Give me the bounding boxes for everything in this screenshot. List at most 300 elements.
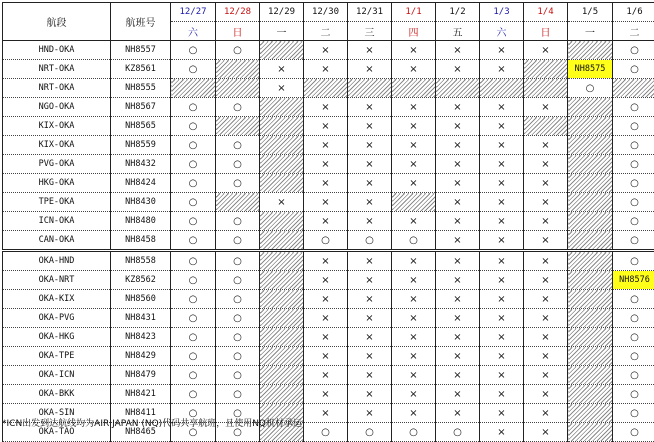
operating-mark: ○ [216, 136, 260, 155]
cancelled-mark: × [436, 347, 480, 366]
cancelled-mark: × [392, 271, 436, 290]
operating-mark: ○ [348, 231, 392, 251]
cancelled-mark: × [304, 309, 348, 328]
cancelled-mark: × [392, 385, 436, 404]
no-service-cell [568, 155, 613, 174]
cancelled-mark: × [436, 136, 480, 155]
no-service-cell [392, 193, 436, 212]
table-row [3, 60, 654, 79]
cancelled-mark: × [480, 231, 524, 251]
flight-number-cell: NH8557 [111, 41, 171, 60]
table-row [3, 347, 654, 366]
operating-mark: ○ [216, 155, 260, 174]
no-service-cell [568, 174, 613, 193]
table-row [3, 155, 654, 174]
cancelled-mark: × [524, 271, 568, 290]
cancelled-mark: × [348, 136, 392, 155]
no-service-cell [348, 79, 392, 98]
no-service-cell [524, 60, 568, 79]
route-column-header: 航段 [3, 3, 111, 41]
cancelled-mark: × [260, 60, 304, 79]
flight-number-cell: NH8565 [111, 117, 171, 136]
cancelled-mark: × [524, 328, 568, 347]
weekday-header: 二 [304, 22, 348, 41]
cancelled-mark: × [480, 117, 524, 136]
route-cell: OKA-PVG [3, 309, 111, 328]
cancelled-mark: × [348, 385, 392, 404]
route-cell: OKA-HND [3, 251, 111, 271]
no-service-cell [260, 271, 304, 290]
flight-number-cell: NH8430 [111, 193, 171, 212]
cancelled-mark: × [304, 174, 348, 193]
date-header: 12/31 [348, 3, 392, 22]
operating-mark: ○ [216, 251, 260, 271]
table-row [3, 98, 654, 117]
cancelled-mark: × [304, 251, 348, 271]
no-service-cell [260, 98, 304, 117]
no-service-cell [260, 231, 304, 251]
no-service-cell [260, 117, 304, 136]
operating-mark: ○ [613, 366, 654, 385]
operating-mark: ○ [171, 328, 216, 347]
cancelled-mark: × [348, 212, 392, 231]
no-service-cell [216, 117, 260, 136]
operating-mark: ○ [613, 347, 654, 366]
table-row [3, 174, 654, 193]
cancelled-mark: × [304, 290, 348, 309]
cancelled-mark: × [348, 117, 392, 136]
cancelled-mark: × [524, 98, 568, 117]
cancelled-mark: × [480, 404, 524, 423]
date-header: 1/4 [524, 3, 568, 22]
date-header: 1/2 [436, 3, 480, 22]
table-row [3, 41, 654, 60]
cancelled-mark: × [436, 117, 480, 136]
date-header: 12/27 [171, 3, 216, 22]
operating-mark: ○ [216, 271, 260, 290]
operating-mark: ○ [348, 423, 392, 442]
cancelled-mark: × [348, 41, 392, 60]
cancelled-mark: × [348, 404, 392, 423]
operating-mark: ○ [304, 231, 348, 251]
cancelled-mark: × [480, 174, 524, 193]
flight-number-cell: NH8432 [111, 155, 171, 174]
cancelled-mark: × [480, 193, 524, 212]
cancelled-mark: × [480, 347, 524, 366]
no-service-cell [568, 385, 613, 404]
flight-number-cell: NH8431 [111, 309, 171, 328]
cancelled-mark: × [436, 251, 480, 271]
operating-mark: ○ [216, 290, 260, 309]
no-service-cell [260, 385, 304, 404]
flight-number-cell: NH8423 [111, 328, 171, 347]
flight-number-cell: NH8421 [111, 385, 171, 404]
operating-mark: ○ [613, 60, 654, 79]
cancelled-mark: × [348, 309, 392, 328]
cancelled-mark: × [480, 423, 524, 442]
route-cell: OKA-HKG [3, 328, 111, 347]
operating-mark: ○ [171, 366, 216, 385]
no-service-cell [524, 117, 568, 136]
flight-number-cell: NH8559 [111, 136, 171, 155]
flight-number-cell: NH8560 [111, 290, 171, 309]
operating-mark: ○ [171, 174, 216, 193]
no-service-cell [260, 309, 304, 328]
route-cell: CAN-OKA [3, 231, 111, 251]
cancelled-mark: × [524, 385, 568, 404]
weekday-header: 四 [392, 22, 436, 41]
cancelled-mark: × [348, 155, 392, 174]
route-cell: HND-OKA [3, 41, 111, 60]
table-row [3, 79, 654, 98]
substitute-flight-number: NH8576 [619, 275, 650, 285]
operating-mark: ○ [613, 290, 654, 309]
no-service-cell [568, 193, 613, 212]
cancelled-mark: × [304, 212, 348, 231]
no-service-cell [260, 41, 304, 60]
no-service-cell [568, 41, 613, 60]
weekday-header: 日 [216, 22, 260, 41]
route-cell: OKA-TPE [3, 347, 111, 366]
operating-mark: ○ [216, 347, 260, 366]
no-service-cell [568, 231, 613, 251]
operating-mark: ○ [216, 174, 260, 193]
operating-mark: ○ [613, 117, 654, 136]
cancelled-mark: × [392, 347, 436, 366]
table-row [3, 251, 654, 271]
cancelled-mark: × [304, 347, 348, 366]
operating-mark: ○ [171, 404, 216, 423]
no-service-cell [260, 328, 304, 347]
cancelled-mark: × [348, 98, 392, 117]
operating-mark: ○ [216, 98, 260, 117]
flight-schedule-table [2, 2, 654, 442]
no-service-cell [260, 155, 304, 174]
no-service-cell [568, 328, 613, 347]
cancelled-mark: × [524, 174, 568, 193]
cancelled-mark: × [392, 251, 436, 271]
cancelled-mark: × [524, 193, 568, 212]
cancelled-mark: × [524, 309, 568, 328]
table-row [3, 231, 654, 251]
flight-number-cell: NH8458 [111, 231, 171, 251]
weekday-header: 六 [480, 22, 524, 41]
route-cell: TPE-OKA [3, 193, 111, 212]
cancelled-mark: × [260, 193, 304, 212]
flight-number-cell: NH8429 [111, 347, 171, 366]
cancelled-mark: × [436, 366, 480, 385]
operating-mark: ○ [171, 251, 216, 271]
no-service-cell [568, 136, 613, 155]
substitute-flight-number: NH8575 [575, 64, 606, 74]
operating-mark: ○ [436, 423, 480, 442]
flight-number-cell: NH8480 [111, 212, 171, 231]
weekday-header: 一 [568, 22, 613, 41]
table-row [3, 290, 654, 309]
operating-mark: ○ [613, 385, 654, 404]
operating-mark: ○ [392, 231, 436, 251]
no-service-cell [260, 251, 304, 271]
operating-mark: ○ [613, 155, 654, 174]
operating-mark: ○ [171, 231, 216, 251]
cancelled-mark: × [524, 366, 568, 385]
substitute-flight-cell [568, 60, 613, 79]
cancelled-mark: × [392, 290, 436, 309]
operating-mark: ○ [171, 117, 216, 136]
cancelled-mark: × [524, 136, 568, 155]
route-cell: KIX-OKA [3, 136, 111, 155]
cancelled-mark: × [524, 423, 568, 442]
route-cell: OKA-SIN [3, 404, 111, 423]
operating-mark: ○ [216, 212, 260, 231]
cancelled-mark: × [524, 290, 568, 309]
cancelled-mark: × [392, 155, 436, 174]
route-cell: HKG-OKA [3, 174, 111, 193]
cancelled-mark: × [392, 174, 436, 193]
operating-mark: ○ [171, 271, 216, 290]
schedule-body [3, 41, 654, 442]
operating-mark: ○ [613, 309, 654, 328]
operating-mark: ○ [613, 193, 654, 212]
cancelled-mark: × [436, 193, 480, 212]
cancelled-mark: × [392, 309, 436, 328]
operating-mark: ○ [216, 366, 260, 385]
cancelled-mark: × [524, 347, 568, 366]
weekday-header: 日 [524, 22, 568, 41]
cancelled-mark: × [436, 385, 480, 404]
no-service-cell [216, 79, 260, 98]
operating-mark: ○ [171, 423, 216, 442]
flight-number-cell: NH8411 [111, 404, 171, 423]
cancelled-mark: × [304, 136, 348, 155]
operating-mark: ○ [216, 385, 260, 404]
cancelled-mark: × [348, 328, 392, 347]
cancelled-mark: × [436, 271, 480, 290]
cancelled-mark: × [524, 251, 568, 271]
operating-mark: ○ [613, 98, 654, 117]
cancelled-mark: × [392, 404, 436, 423]
flight-number-cell: NH8558 [111, 251, 171, 271]
no-service-cell [480, 79, 524, 98]
route-cell: PVG-OKA [3, 155, 111, 174]
cancelled-mark: × [304, 404, 348, 423]
weekday-header: 六 [171, 22, 216, 41]
operating-mark: ○ [171, 385, 216, 404]
substitute-flight-cell [613, 271, 654, 290]
operating-mark: ○ [171, 98, 216, 117]
operating-mark: ○ [171, 347, 216, 366]
operating-mark: ○ [171, 290, 216, 309]
cancelled-mark: × [304, 193, 348, 212]
operating-mark: ○ [613, 136, 654, 155]
operating-mark: ○ [171, 155, 216, 174]
operating-mark: ○ [171, 60, 216, 79]
flight-number-cell: KZ8562 [111, 271, 171, 290]
weekday-header: 三 [348, 22, 392, 41]
operating-mark: ○ [216, 328, 260, 347]
cancelled-mark: × [348, 60, 392, 79]
operating-mark: ○ [568, 79, 613, 98]
cancelled-mark: × [348, 193, 392, 212]
operating-mark: ○ [171, 41, 216, 60]
cancelled-mark: × [524, 41, 568, 60]
cancelled-mark: × [480, 98, 524, 117]
flight-number-cell: NH8424 [111, 174, 171, 193]
operating-mark: ○ [171, 193, 216, 212]
cancelled-mark: × [436, 41, 480, 60]
table-row [3, 136, 654, 155]
cancelled-mark: × [524, 155, 568, 174]
operating-mark: ○ [613, 212, 654, 231]
route-cell: NRT-OKA [3, 79, 111, 98]
cancelled-mark: × [392, 41, 436, 60]
no-service-cell [392, 79, 436, 98]
cancelled-mark: × [348, 251, 392, 271]
cancelled-mark: × [480, 155, 524, 174]
operating-mark: ○ [304, 423, 348, 442]
operating-mark: ○ [171, 136, 216, 155]
cancelled-mark: × [524, 404, 568, 423]
route-cell: OKA-KIX [3, 290, 111, 309]
no-service-cell [216, 193, 260, 212]
cancelled-mark: × [480, 271, 524, 290]
operating-mark: ○ [216, 404, 260, 423]
table-row [3, 385, 654, 404]
operating-mark: ○ [613, 41, 654, 60]
operating-mark: ○ [613, 251, 654, 271]
cancelled-mark: × [480, 309, 524, 328]
route-cell: OKA-ICN [3, 366, 111, 385]
table-row [3, 328, 654, 347]
flight-number-cell: NH8555 [111, 79, 171, 98]
cancelled-mark: × [480, 366, 524, 385]
footnote: *ICN出发到达航线均为AIR JAPAN (NQ)代码共享航班，且使用NQ机材承运 [2, 416, 302, 429]
cancelled-mark: × [304, 117, 348, 136]
operating-mark: ○ [613, 328, 654, 347]
cancelled-mark: × [304, 98, 348, 117]
cancelled-mark: × [304, 385, 348, 404]
no-service-cell [568, 271, 613, 290]
no-service-cell [568, 290, 613, 309]
no-service-cell [260, 347, 304, 366]
no-service-cell [260, 290, 304, 309]
no-service-cell [260, 366, 304, 385]
cancelled-mark: × [524, 231, 568, 251]
cancelled-mark: × [304, 271, 348, 290]
date-header: 12/28 [216, 3, 260, 22]
operating-mark: ○ [216, 231, 260, 251]
no-service-cell [436, 79, 480, 98]
cancelled-mark: × [392, 60, 436, 79]
operating-mark: ○ [613, 404, 654, 423]
weekday-header: 二 [613, 22, 654, 41]
route-cell: OKA-BKK [3, 385, 111, 404]
operating-mark: ○ [216, 41, 260, 60]
route-cell: ICN-OKA [3, 212, 111, 231]
route-cell: NRT-OKA [3, 60, 111, 79]
no-service-cell [568, 98, 613, 117]
cancelled-mark: × [436, 212, 480, 231]
weekday-header: 五 [436, 22, 480, 41]
no-service-cell [524, 79, 568, 98]
date-header: 1/6 [613, 3, 654, 22]
cancelled-mark: × [304, 41, 348, 60]
cancelled-mark: × [348, 347, 392, 366]
cancelled-mark: × [480, 385, 524, 404]
operating-mark: ○ [392, 423, 436, 442]
date-header: 12/29 [260, 3, 304, 22]
no-service-cell [260, 136, 304, 155]
route-cell: OKA-TAO [3, 423, 111, 442]
flight-number-cell: NH8465 [111, 423, 171, 442]
no-service-cell [568, 366, 613, 385]
cancelled-mark: × [348, 366, 392, 385]
cancelled-mark: × [392, 328, 436, 347]
no-service-cell [216, 60, 260, 79]
cancelled-mark: × [436, 174, 480, 193]
table-row [3, 193, 654, 212]
operating-mark: ○ [613, 174, 654, 193]
operating-mark: ○ [171, 309, 216, 328]
cancelled-mark: × [392, 117, 436, 136]
cancelled-mark: × [348, 290, 392, 309]
cancelled-mark: × [348, 174, 392, 193]
cancelled-mark: × [436, 290, 480, 309]
cancelled-mark: × [436, 328, 480, 347]
cancelled-mark: × [304, 155, 348, 174]
no-service-cell [568, 347, 613, 366]
date-header: 1/3 [480, 3, 524, 22]
header-date-row [3, 3, 654, 22]
cancelled-mark: × [480, 41, 524, 60]
no-service-cell [613, 79, 654, 98]
no-service-cell [171, 79, 216, 98]
no-service-cell [568, 117, 613, 136]
operating-mark: ○ [171, 212, 216, 231]
cancelled-mark: × [392, 136, 436, 155]
cancelled-mark: × [480, 136, 524, 155]
table-row [3, 309, 654, 328]
date-header: 1/5 [568, 3, 613, 22]
operating-mark: ○ [613, 231, 654, 251]
cancelled-mark: × [436, 155, 480, 174]
table-row [3, 366, 654, 385]
no-service-cell [568, 423, 613, 442]
cancelled-mark: × [524, 212, 568, 231]
flight-column-header: 航班号 [111, 3, 171, 41]
operating-mark: ○ [216, 309, 260, 328]
date-header: 1/1 [392, 3, 436, 22]
no-service-cell [568, 212, 613, 231]
cancelled-mark: × [348, 271, 392, 290]
route-cell: KIX-OKA [3, 117, 111, 136]
cancelled-mark: × [480, 212, 524, 231]
cancelled-mark: × [436, 98, 480, 117]
cancelled-mark: × [436, 60, 480, 79]
flight-number-cell: NH8479 [111, 366, 171, 385]
operating-mark: ○ [613, 423, 654, 442]
cancelled-mark: × [304, 366, 348, 385]
no-service-cell [260, 174, 304, 193]
cancelled-mark: × [392, 98, 436, 117]
cancelled-mark: × [392, 366, 436, 385]
date-header: 12/30 [304, 3, 348, 22]
table-row [3, 117, 654, 136]
cancelled-mark: × [480, 328, 524, 347]
cancelled-mark: × [392, 212, 436, 231]
no-service-cell [568, 404, 613, 423]
cancelled-mark: × [304, 60, 348, 79]
